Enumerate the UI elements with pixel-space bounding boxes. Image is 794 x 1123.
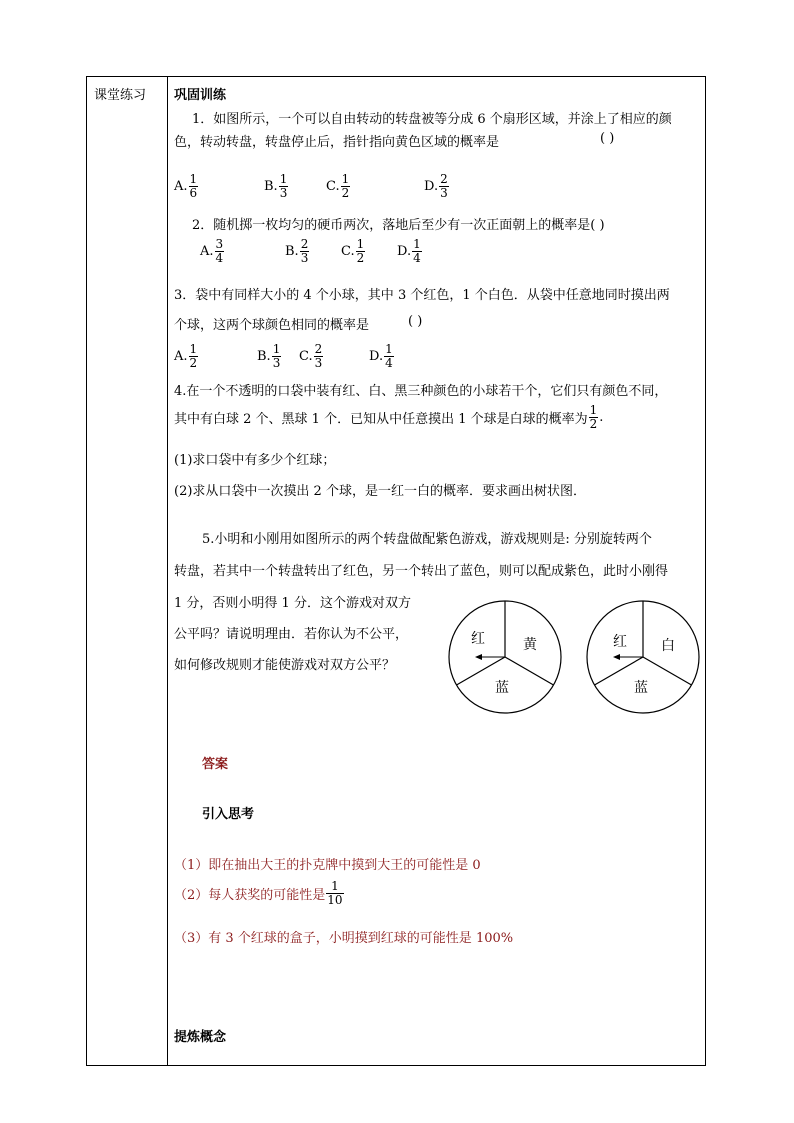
q3-option-d: D. $\frac{1}{4}$ (369, 342, 393, 370)
q3-option-b: B. $\frac{1}{3}$ (257, 342, 281, 370)
fraction: $\frac{1}{2}$ (341, 172, 350, 200)
fraction: $\frac{1}{2}$ (589, 403, 598, 431)
spinner-1-red-label: 红 (471, 631, 485, 647)
spinner-2-white-label: 白 (661, 638, 675, 654)
q4-line1: 4.在一个不透明的口袋中装有红、白、黑三种颜色的小球若干个，它们只有颜色不同， (174, 384, 668, 399)
q1-option-d: D. $\frac{2}{3}$ (424, 172, 448, 200)
q2-option-b: B. $\frac{2}{3}$ (285, 237, 309, 265)
spinner-2-blue-label: 蓝 (634, 680, 648, 696)
answer-2: （2）每人获奖的可能性是 $\frac{1}{10}$ (174, 879, 343, 907)
q2-text: 2．随机掷一枚均匀的硬币两次，落地后至少有一次正面朝上的概率是( ) (192, 218, 605, 233)
fraction: $\frac{1}{3}$ (279, 172, 288, 200)
q1-answer-paren: ( ) (600, 131, 615, 146)
answer-1: （1）即在抽出大王的扑克牌中摸到大王的可能性是 0 (174, 858, 481, 873)
fraction: $\frac{1}{4}$ (385, 342, 393, 370)
section-title-concept: 提炼概念 (174, 1030, 227, 1045)
section-title-intro: 引入思考 (202, 807, 255, 822)
fraction: $\frac{1}{2}$ (189, 342, 198, 370)
q5-line4: 公平吗？请说明理由．若你认为不公平， (174, 627, 409, 642)
fraction: $\frac{2}{3}$ (440, 172, 448, 200)
q3-line1: 3．袋中有同样大小的 4 个小球，其中 3 个红色，1 个白色．从袋中任意地同时摸出两 (174, 288, 670, 303)
spinner-2 (584, 599, 704, 717)
q5-line5: 如何修改规则才能使游戏对双方公平？ (174, 658, 396, 673)
fraction: $\frac{1}{3}$ (272, 342, 281, 370)
answer-3: （3）有 3 个红球的盒子，小明摸到红球的可能性是 100% (174, 931, 514, 946)
left-column-label: 课堂练习 (94, 88, 147, 103)
spinner-1 (443, 599, 573, 717)
q5-line2: 转盘，若其中一个转盘转出了红色，另一个转出了蓝色，则可以配成紫色，此时小刚得 (174, 564, 669, 579)
fraction: $\frac{1}{10}$ (327, 879, 343, 907)
fraction: $\frac{1}{6}$ (189, 172, 198, 200)
fraction: $\frac{3}{4}$ (215, 237, 224, 265)
fraction: $\frac{2}{3}$ (300, 237, 309, 265)
q4-sub2: (2)求从口袋中一次摸出 2 个球，是一红一白的概率．要求画出树状图． (174, 484, 586, 499)
q2-option-d: D. $\frac{1}{4}$ (397, 237, 421, 265)
spinner-1-yellow-label: 黄 (523, 637, 537, 653)
q3-line2: 个球，这两个球颜色相同的概率是 (174, 318, 370, 333)
fraction: $\frac{1}{4}$ (413, 237, 421, 265)
q2-option-a: A. $\frac{3}{4}$ (200, 237, 224, 265)
fraction: $\frac{2}{3}$ (314, 342, 323, 370)
spinner-1-blue-label: 蓝 (495, 680, 509, 696)
q1-line1: 1．如图所示，一个可以自由转动的转盘被等分成 6 个扇形区域，并涂上了相应的颜 (192, 112, 672, 127)
q2-option-c: C. $\frac{1}{2}$ (341, 237, 365, 265)
q1-line2: 色，转动转盘，转盘停止后，指针指向黄色区域的概率是 (174, 135, 500, 150)
fraction: $\frac{1}{2}$ (356, 237, 365, 265)
answer-title: 答案 (202, 757, 229, 772)
spinner-2-red-label: 红 (613, 634, 627, 650)
q5-line1: 5.小明和小刚用如图所示的两个转盘做配紫色游戏，游戏规则是: 分别旋转两个 (202, 532, 652, 547)
q3-answer-paren: ( ) (408, 314, 423, 329)
q4-line2: 其中有白球 2 个、黑球 1 个．已知从中任意摸出 1 个球是白球的概率为 $\frac{1}{2}$ . (174, 403, 604, 431)
q5-line3: 1 分，否则小明得 1 分．这个游戏对双方 (174, 596, 411, 611)
q1-option-b: B. $\frac{1}{3}$ (264, 172, 288, 200)
section-title-consolidation: 巩固训练 (174, 88, 227, 103)
q4-sub1: (1)求口袋中有多少个红球； (174, 453, 336, 468)
q1-option-c: C. $\frac{1}{2}$ (326, 172, 350, 200)
q1-option-a: A. $\frac{1}{6}$ (174, 172, 198, 200)
q3-option-a: A. $\frac{1}{2}$ (174, 342, 198, 370)
q3-option-c: C. $\frac{2}{3}$ (299, 342, 323, 370)
column-divider (167, 77, 168, 1065)
